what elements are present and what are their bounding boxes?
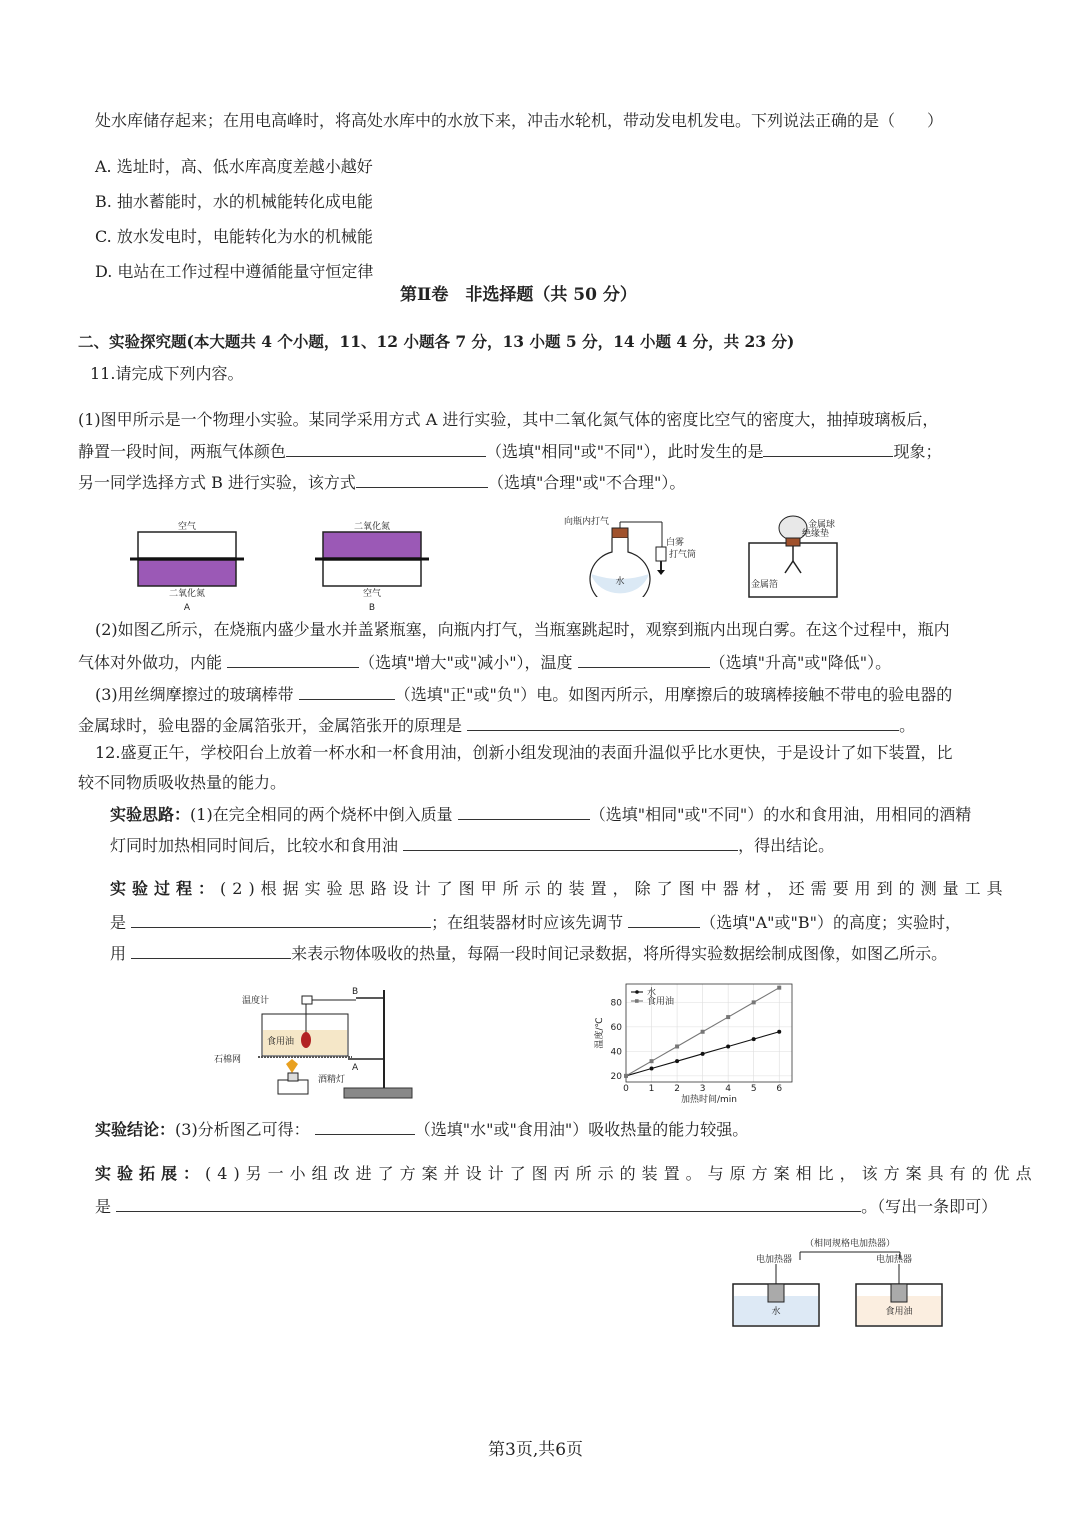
q10-stem: 处水库储存起来；在用电高峰时，将高处水库中的水放下来，冲击水轮机，带动发电机发电。下列说法正确的是（ ） bbox=[95, 111, 944, 130]
q10-option-b: B. 抽水蓄能时，水的机械能转化成电能 bbox=[95, 192, 373, 211]
answer-blank-charge[interactable] bbox=[299, 681, 395, 700]
q10-option-a: A. 选址时，高、低水库高度差越小越好 bbox=[95, 157, 373, 176]
temperature-chart bbox=[590, 978, 800, 1106]
thermometer-label: 温度计 bbox=[242, 996, 270, 1006]
q11-p2-line2: 气体对外做功，内能 （选填"增大"或"减小"），温度 （选填"升高"或"降低"）。 bbox=[78, 649, 891, 675]
label-b: B bbox=[352, 987, 359, 997]
water-point bbox=[777, 1030, 781, 1034]
x-tick-label: 1 bbox=[648, 1084, 655, 1094]
q12-extension-line1: 实验拓展：(4)另一小组改进了方案并设计了图丙所示的装置。与原方案相比，该方案具有的优点 bbox=[95, 1164, 1038, 1183]
q12-intro-line1: 12.盛夏正午，学校阳台上放着一杯水和一杯食用油，创新小组发现油的表面升温似乎比水更快，于是设计了如下装置，比 bbox=[95, 743, 953, 762]
q12-conclusion: 实验结论：(3)分析图乙可得： （选填"水"或"食用油"）吸收热量的能力较强。 bbox=[95, 1116, 748, 1142]
oil-point bbox=[675, 1044, 679, 1048]
answer-blank-phenomenon[interactable] bbox=[763, 438, 893, 457]
answer-blank-substance[interactable] bbox=[315, 1116, 415, 1135]
y-tick-label: 60 bbox=[610, 1022, 622, 1033]
fig-b-label: B bbox=[368, 603, 376, 613]
q12-extension-line2: 是 。（写出一条即可） bbox=[95, 1193, 997, 1219]
electroscope-foil-label: 金属箔 bbox=[751, 580, 779, 590]
electric-heater-figure bbox=[728, 1234, 948, 1329]
q10-option-c: C. 放水发电时，电能转化为水的机械能 bbox=[95, 227, 373, 246]
flask-top-label: 向瓶内打气 bbox=[564, 517, 610, 527]
section2-title: 二、实验探究题(本大题共 4 个小题，11、12 小题各 7 分，13 小题 5 分，14 小题 4 分，共 23 分) bbox=[78, 332, 795, 351]
oil-point bbox=[624, 1074, 628, 1078]
fig-b-bottom-label: 空气 bbox=[362, 589, 382, 599]
q11-p1-line2: 静置一段时间，两瓶气体颜色 （选填"相同"或"不同"），此时发生的是 现象； bbox=[78, 438, 941, 464]
q11-intro: 11.请完成下列内容。 bbox=[90, 364, 244, 383]
fig-a-bottom-label: 二氧化氮 bbox=[168, 589, 206, 599]
electroscope-figure bbox=[745, 515, 865, 600]
answer-blank-mass[interactable] bbox=[458, 801, 590, 820]
heater2-label: 电加热器 bbox=[876, 1255, 913, 1265]
answer-blank-color[interactable] bbox=[286, 438, 486, 457]
y-axis-label: 温度/℃ bbox=[595, 1017, 605, 1049]
mesh-label: 石棉网 bbox=[214, 1055, 242, 1065]
water-point bbox=[726, 1044, 730, 1048]
q11-p1-line1: (1)图甲所示是一个物理小实验。某同学采用方式 A 进行实验，其中二氧化氮气体的密度比空气的密度大，抽掉玻璃板后， bbox=[78, 410, 939, 429]
heating-apparatus-figure bbox=[212, 984, 422, 1104]
x-tick-label: 5 bbox=[750, 1084, 757, 1094]
page-footer: 第3页,共6页 bbox=[488, 1440, 584, 1460]
fig-b-top-label: 二氧化氮 bbox=[353, 522, 391, 532]
answer-blank-internal-energy[interactable] bbox=[227, 649, 359, 668]
water-point bbox=[752, 1037, 756, 1041]
x-tick-label: 4 bbox=[725, 1084, 732, 1094]
water-point bbox=[675, 1059, 679, 1063]
diffusion-figure-b bbox=[315, 515, 430, 615]
water-point bbox=[701, 1052, 705, 1056]
q12-process-line1: 实验过程：(2)根据实验思路设计了图甲所示的装置，除了图中器材，还需要用到的测量工具 bbox=[110, 879, 1009, 898]
flask-pump-label: 打气筒 bbox=[669, 550, 697, 560]
x-tick-label: 3 bbox=[699, 1084, 706, 1094]
q11-p2-line1: (2)如图乙所示，在烧瓶内盛少量水并盖紧瓶塞，向瓶内打气，当瓶塞跳起时，观察到瓶内出现白雾。在这个过程中，瓶内 bbox=[95, 620, 950, 639]
q10-option-d: D. 电站在工作过程中遵循能量守恒定律 bbox=[95, 262, 374, 281]
oil-point bbox=[777, 986, 781, 990]
flask-water-label: 水 bbox=[615, 577, 625, 587]
label-a: A bbox=[352, 1063, 359, 1073]
x-tick-label: 2 bbox=[674, 1084, 680, 1094]
answer-blank-temperature[interactable] bbox=[578, 649, 710, 668]
diffusion-figure-a bbox=[130, 515, 245, 615]
answer-blank-advantage[interactable] bbox=[116, 1193, 861, 1212]
q11-p1-line3: 另一同学选择方式 B 进行实验，该方式 （选填"合理"或"不合理"）。 bbox=[78, 469, 685, 495]
oil-label: 食用油 bbox=[267, 1037, 295, 1047]
answer-blank-principle[interactable] bbox=[467, 712, 899, 731]
oil-point bbox=[650, 1059, 654, 1063]
answer-blank-heat-indicator[interactable] bbox=[131, 940, 291, 959]
answer-blank-compare[interactable] bbox=[403, 832, 738, 851]
oil-point bbox=[752, 1000, 756, 1004]
y-tick-label: 80 bbox=[610, 998, 622, 1009]
part2-title: 第Ⅱ卷 非选择题（共 50 分） bbox=[400, 285, 637, 305]
heater1-label: 电加热器 bbox=[756, 1255, 793, 1265]
answer-blank-method[interactable] bbox=[356, 469, 488, 488]
x-tick-label: 0 bbox=[623, 1084, 629, 1094]
q12-process-line3: 用 来表示物体吸收的热量，每隔一段时间记录数据，将所得实验数据绘制成图像，如图乙所示。 bbox=[110, 940, 947, 966]
answer-blank-adjust[interactable] bbox=[628, 909, 700, 928]
q12-idea-line2: 灯同时加热相同时间后，比较水和食用油 ，得出结论。 bbox=[110, 832, 834, 858]
q12-process-line2: 是 ；在组装器材时应该先调节 （选填"A"或"B"）的高度；实验时， bbox=[110, 909, 961, 935]
flask-fog-label: 白雾 bbox=[666, 538, 685, 548]
lamp-label: 酒精灯 bbox=[318, 1075, 346, 1085]
q11-p3-line2: 金属球时，验电器的金属箔张开，金属箔张开的原理是 。 bbox=[78, 712, 915, 738]
oil-point bbox=[726, 1015, 730, 1019]
x-tick-label: 6 bbox=[776, 1084, 783, 1094]
legend-label: 食用油 bbox=[647, 997, 675, 1007]
electroscope-insulator-label: 绝缘垫 bbox=[802, 529, 830, 539]
q12-idea-line1: 实验思路：(1)在完全相同的两个烧杯中倒入质量 （选填"相同"或"不同"）的水和食用油，用相同的酒精 bbox=[110, 801, 971, 827]
oil-point bbox=[701, 1030, 705, 1034]
flask-figure bbox=[560, 512, 700, 597]
fig-a-label: A bbox=[183, 603, 191, 613]
y-tick-label: 20 bbox=[610, 1071, 622, 1082]
water-point bbox=[650, 1067, 654, 1071]
y-tick-label: 40 bbox=[610, 1047, 622, 1058]
electroscope-ball-label: 金属球 bbox=[808, 520, 836, 530]
legend-label: 水 bbox=[647, 988, 657, 998]
heater-title: （相同规格电加热器） bbox=[804, 1239, 896, 1249]
legend-marker bbox=[635, 999, 639, 1003]
q11-p3-line1: (3)用丝绸摩擦过的玻璃棒带 （选填"正"或"负"）电。如图丙所示，用摩擦后的玻璃棒接触不带电的验电器的 bbox=[95, 681, 952, 707]
legend-marker bbox=[635, 990, 639, 994]
fig-a-top-label: 空气 bbox=[177, 522, 197, 532]
q12-intro-line2: 较不同物质吸收热量的能力。 bbox=[78, 773, 287, 792]
cup-oil-label: 食用油 bbox=[885, 1307, 913, 1317]
x-axis-label: 加热时间/min bbox=[680, 1095, 738, 1105]
answer-blank-tool[interactable] bbox=[131, 909, 431, 928]
chart-ticks bbox=[611, 998, 783, 1094]
cup-water-label: 水 bbox=[771, 1307, 781, 1317]
chart-legend bbox=[631, 986, 674, 1007]
